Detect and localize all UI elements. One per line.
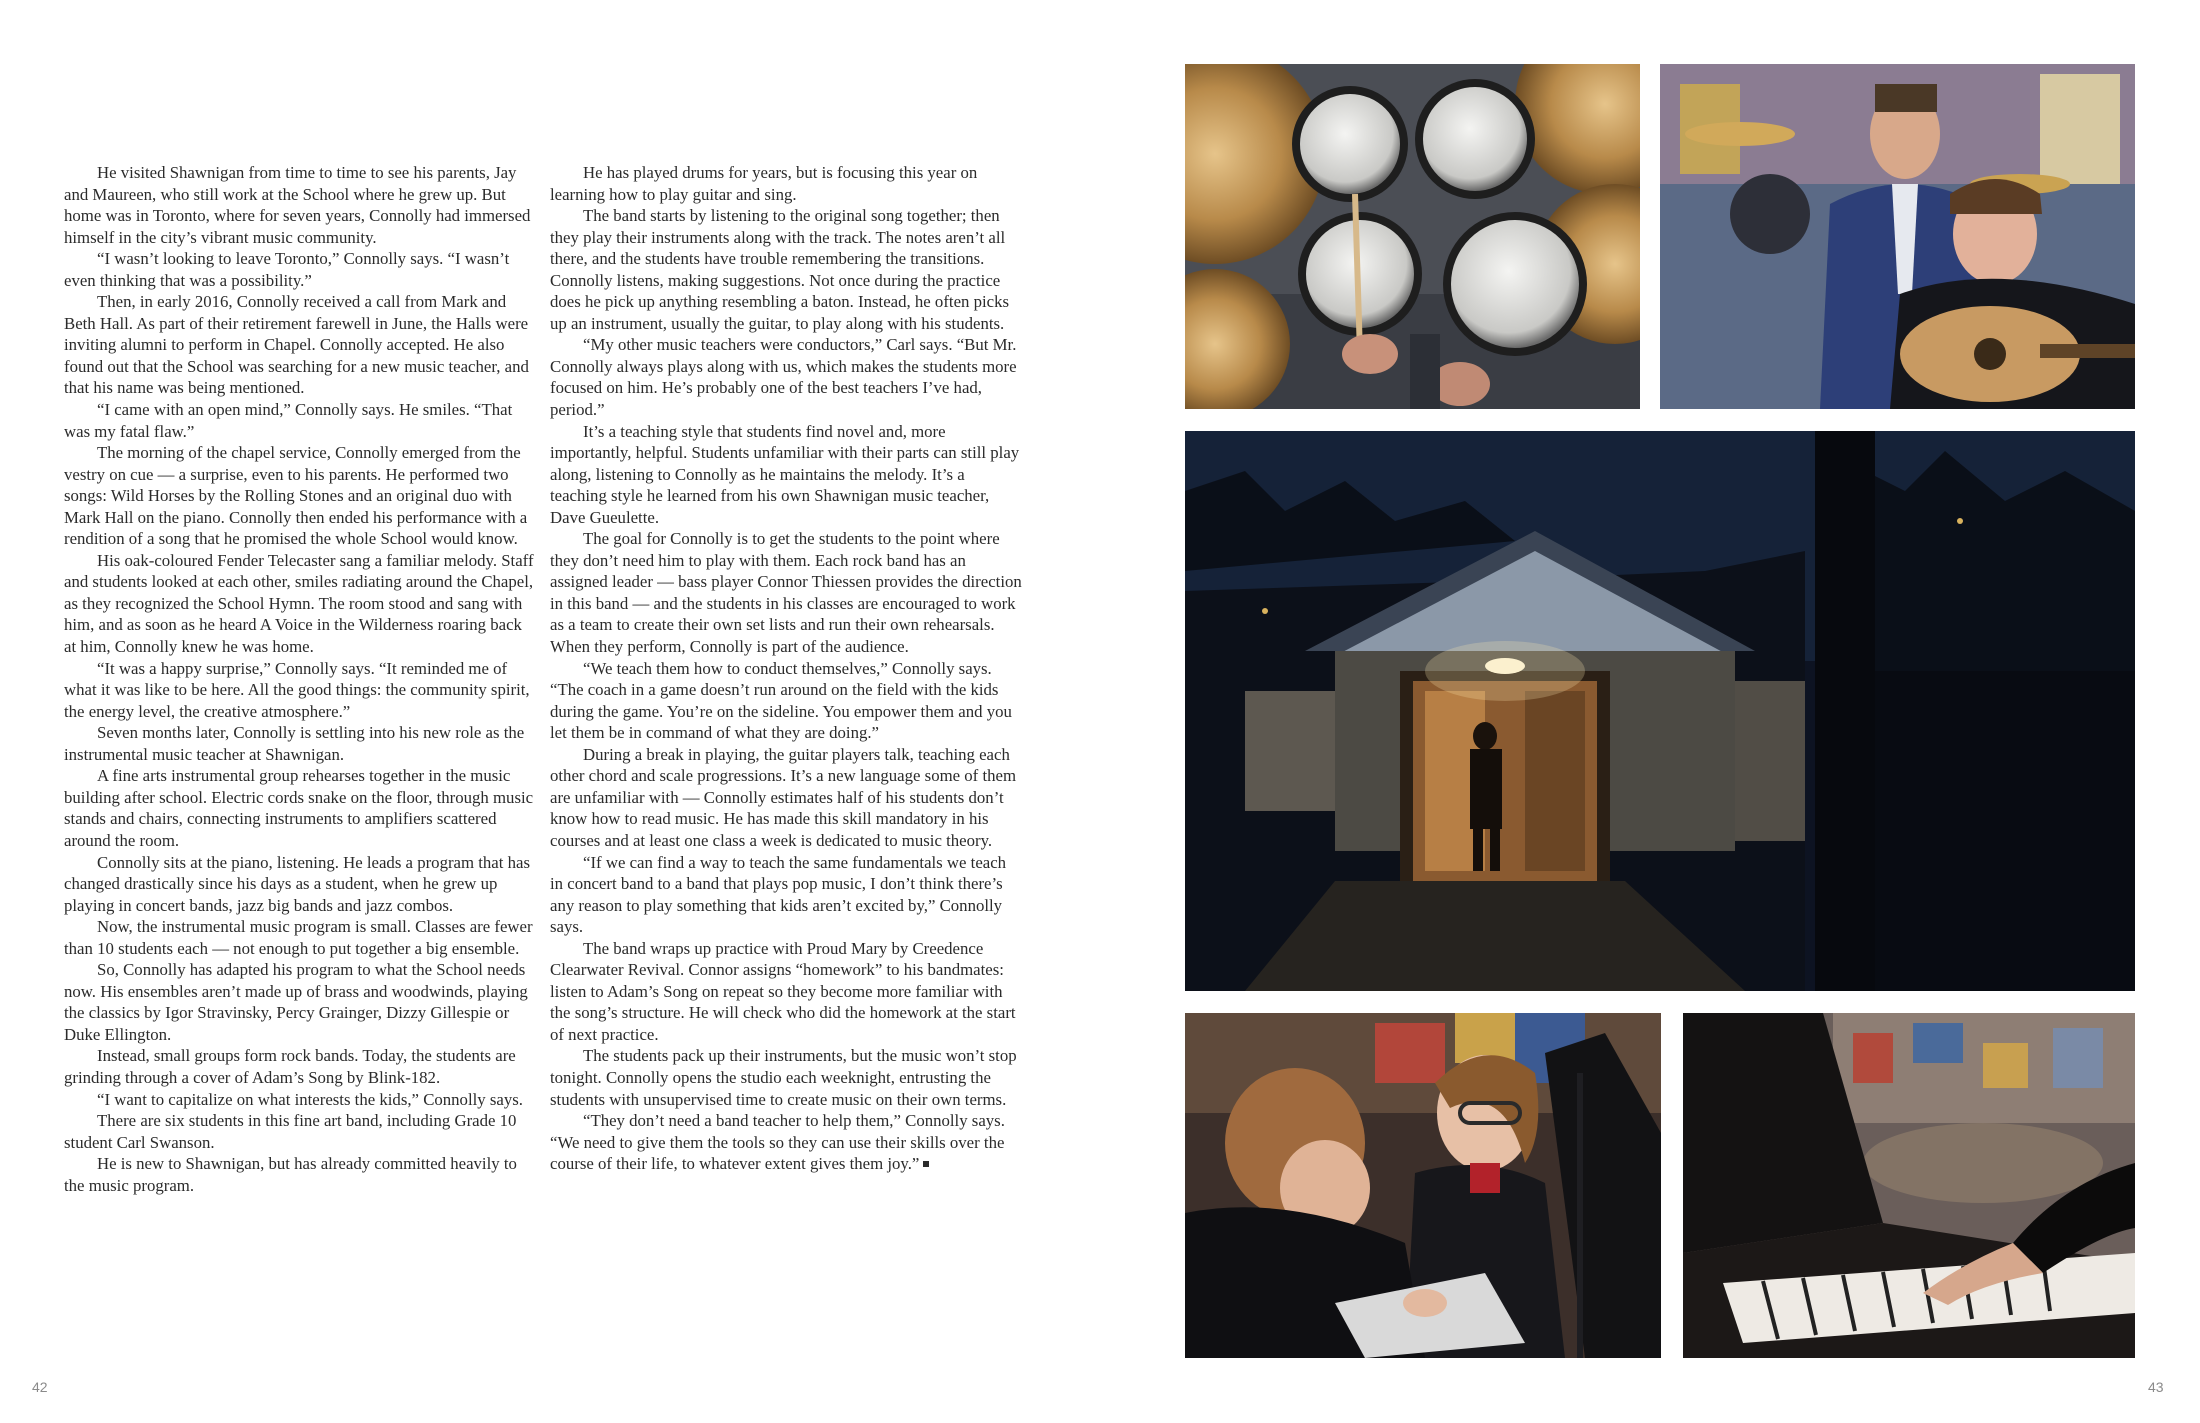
article-column-right <box>550 162 1022 1175</box>
paragraph: “My other music teachers were conductors,” Carl says. “But Mr. Connolly always plays along with us, which makes the students more focused on him. He’s probably one of the best teachers I’ve had, period.” <box>550 335 1017 420</box>
photo-students-writing <box>1185 1013 1661 1358</box>
article-column-left <box>64 162 536 1196</box>
paragraph: He is new to Shawnigan, but has already committed heavily to the music program. <box>64 1154 517 1195</box>
paragraph: During a break in playing, the guitar players talk, teaching each other chord and scale progressions. It’s a new language some of them are unfamiliar with — Connolly estimates half of his students don’t know how to read music. He has made this skill mandatory in his courses and at least one class a week is dedicated to music theory. <box>550 744 1017 850</box>
paragraph: So, Connolly has adapted his program to what the School needs now. His ensembles aren’t made up of brass and woodwinds, playing the classics by Igor Stravinsky, Percy Grainger, Dizzy Gillespie or Duke Ellington. <box>64 960 528 1044</box>
paragraph: He visited Shawnigan from time to time to see his parents, Jay and Maureen, who still work at the School where he grew up. But home was in Toronto, where for seven years, Connolly had immersed himself in the city’s vibrant music community. <box>64 163 531 247</box>
paragraph-final-text: “They don’t need a band teacher to help them,” Connolly says. “We need to give them the tools so they can use their skills over the course of their life, to whatever extent gives them joy.” <box>550 1111 1005 1174</box>
paragraph: The morning of the chapel service, Connolly emerged from the vestry on cue — a surprise, even to his parents. He performed two songs: Wild Horses by the Rolling Stones and an original duo with Mark Hall on the piano. Connolly then ended his performance with a rendition of a song that he promised the whole School would know. <box>64 443 528 549</box>
paragraph: “I came with an open mind,” Connolly says. He smiles. “That was my fatal flaw.” <box>64 400 513 441</box>
page-number-left: 42 <box>32 1379 48 1395</box>
paragraph: It’s a teaching style that students find novel and, more importantly, helpful. Students unfamiliar with their parts can still play along, listening to Connolly as he maintains the melody. It’s a teaching style he learned from his own Shawnigan music teacher, Dave Gueulette. <box>550 421 1020 527</box>
paragraph: Instead, small groups form rock bands. Today, the students are grinding through a cover of Adam’s Song by Blink-182. <box>64 1046 516 1087</box>
paragraph: There are six students in this fine art band, including Grade 10 student Carl Swanson. <box>64 1111 517 1152</box>
paragraph: The goal for Connolly is to get the students to the point where they don’t need him to play with them. Each rock band has an assigned leader — bass player Connor Thiessen provides the direction in this band — and the students in his classes are encouraged to work as a team to create their own set lists and run their own rehearsals. When they perform, Connolly is part of the audience. <box>550 529 1022 657</box>
paragraph: The band wraps up practice with Proud Mary by Creedence Clearwater Revival. Connor assigns “homework” to his bandmates: listen to Adam’s Song on repeat so they become more familiar with the song’s structure. He will check who did the homework at the start of next practice. <box>550 938 1016 1044</box>
paragraph: “It was a happy surprise,” Connolly says. “It reminded me of what it was like to be here. All the good things: the community spirit, the energy level, the creative atmosphere.” <box>64 658 530 721</box>
paragraph: The students pack up their instruments, but the music won’t stop tonight. Connolly opens the studio each weeknight, entrusting the students with unsupervised time to create music on their own terms. <box>550 1046 1017 1109</box>
photo-building-night <box>1185 431 2135 991</box>
photo-drum-kit-overhead <box>1185 64 1640 409</box>
photo-piano-hands <box>1683 1013 2135 1358</box>
paragraph: A fine arts instrumental group rehearses together in the music building after school. Electric cords snake on the floor, through music stands and chairs, connecting instruments to amplifiers scattered around the room. <box>64 766 534 850</box>
paragraph: Now, the instrumental music program is small. Classes are fewer than 10 students each — not enough to put together a big ensemble. <box>64 917 533 958</box>
paragraph: Seven months later, Connolly is settling into his new role as the instrumental music teacher at Shawnigan. <box>64 723 525 764</box>
paragraph: “We teach them how to conduct themselves,” Connolly says. “The coach in a game doesn’t run around on the field with the kids during the game. You’re on the sideline. You empower them and you let them be in command of what they are doing.” <box>550 658 1012 743</box>
photo-teacher-guitar <box>1660 64 2135 409</box>
paragraph: The band starts by listening to the original song together; then they play their instruments along with the track. The notes aren’t all there, and the students have trouble remembering the transitions. Connolly listens, making suggestions. Not once during the practice does he pick up anything resembling a baton. Instead, he often picks up an instrument, usually the guitar, to play along with his students. <box>550 206 1010 333</box>
paragraph: His oak-coloured Fender Telecaster sang a familiar melody. Staff and students looked at each other, smiles radiating around the Chapel, as they recognized the School Hymn. The room stood and sang with him, and as soon as he heard A Voice in the Wilderness roaring back at him, Connolly knew he was home. <box>64 550 534 657</box>
paragraph: “I want to capitalize on what interests the kids,” Connolly says. <box>97 1089 523 1109</box>
end-mark-icon <box>923 1161 929 1167</box>
paragraph: Connolly sits at the piano, listening. He leads a program that has changed drastically since his days as a student, when he grew up playing in concert bands, jazz big bands and jazz combos. <box>64 852 530 915</box>
paragraph: Then, in early 2016, Connolly received a call from Mark and Beth Hall. As part of their retirement farewell in June, the Halls were inviting alumni to perform in Chapel. Connolly accepted. He also found out that the School was searching for a new music teacher, and that his name was being mentioned. <box>64 292 529 398</box>
page-number-right: 43 <box>2148 1379 2164 1395</box>
paragraph: “I wasn’t looking to leave Toronto,” Connolly says. “I wasn’t even thinking that was a possibility.” <box>64 249 510 290</box>
paragraph-final <box>550 1110 1022 1175</box>
paragraph: He has played drums for years, but is focusing this year on learning how to play guitar and sing. <box>550 163 978 204</box>
paragraph: “If we can find a way to teach the same fundamentals we teach in concert band to a band that plays pop music, I don’t think there’s any reason to play something that kids aren’t excited by,” Connolly says. <box>550 852 1007 937</box>
